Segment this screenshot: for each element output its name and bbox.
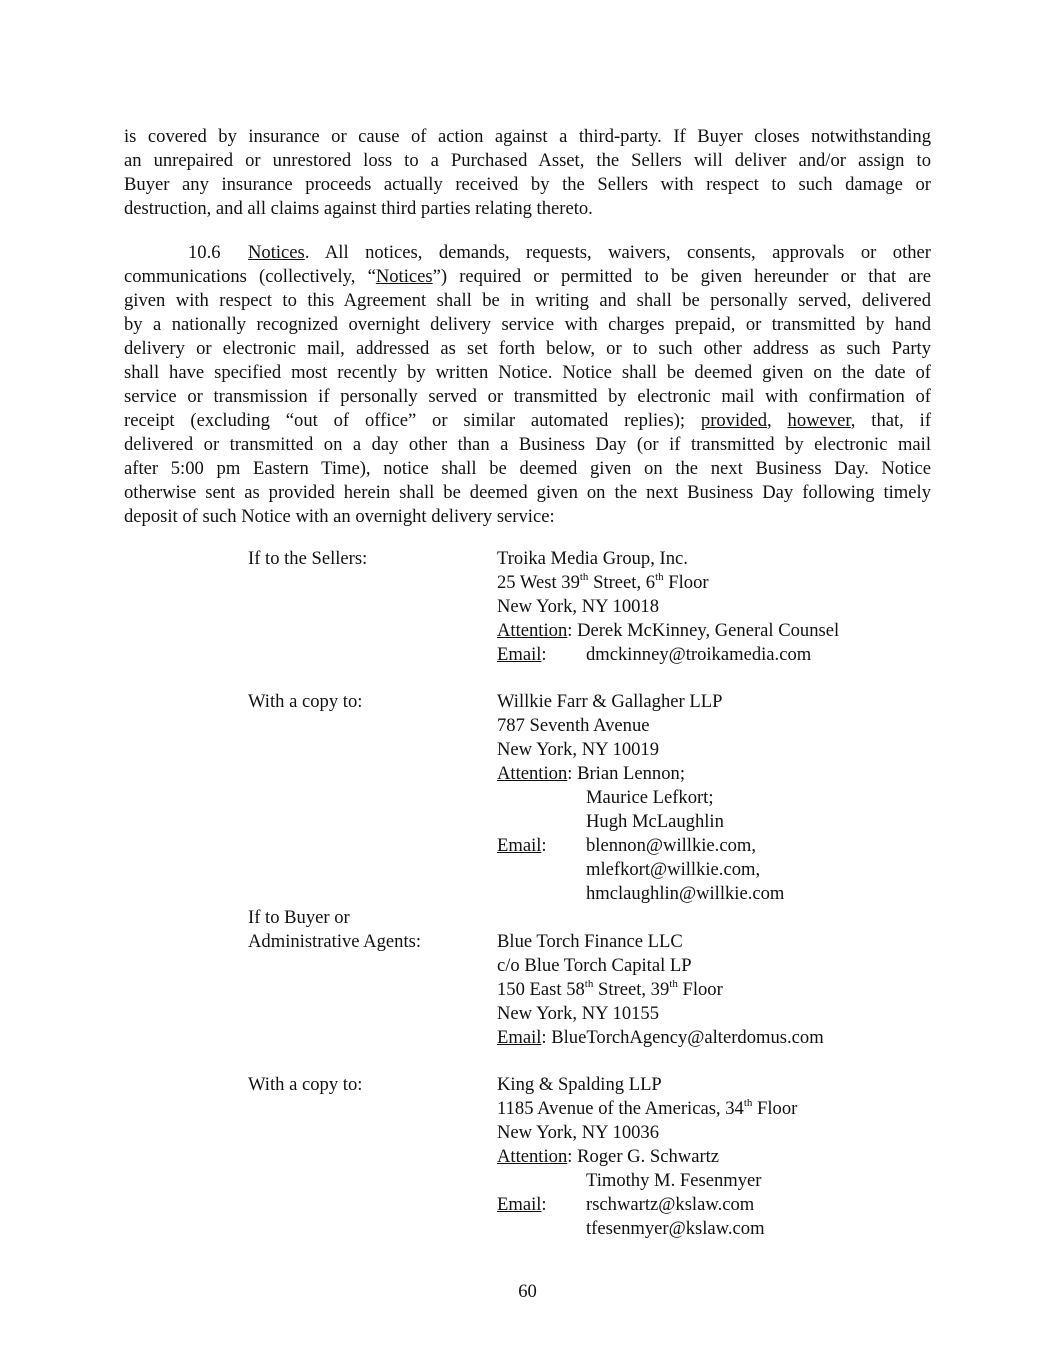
sellers-copy-address bbox=[248, 690, 948, 906]
email-label: Email: bbox=[497, 644, 547, 665]
email-address[interactable]: tfesenmyer@kslaw.com bbox=[586, 1218, 765, 1239]
attention-line: Attention: Derek McKinney, General Counsel bbox=[497, 620, 840, 641]
notice-addresses bbox=[248, 547, 948, 1241]
attention-line: Attention: Brian Lennon; bbox=[497, 763, 685, 784]
text-line: delivery or electronic mail, addressed as set forth below, or to such other address as such Party bbox=[124, 338, 931, 359]
copy-label: With a copy to: bbox=[248, 691, 363, 712]
text-line: Buyer any insurance proceeds actually received by the Sellers with respect to such damage or bbox=[124, 174, 931, 195]
email-address[interactable]: hmclaughlin@willkie.com bbox=[586, 883, 785, 904]
attention-name: Timothy M. Fesenmyer bbox=[586, 1170, 762, 1191]
street-address: 787 Seventh Avenue bbox=[497, 715, 650, 736]
email-address[interactable]: mlefkort@willkie.com, bbox=[586, 859, 761, 880]
street-address: 1185 Avenue of the Americas, 34th Floor bbox=[497, 1096, 798, 1119]
text-line: otherwise sent as provided herein shall be deemed given on the next Business Day following timely bbox=[124, 482, 931, 503]
email-label: Email: bbox=[497, 835, 547, 856]
text-line: communications (collectively, “Notices”) required or permitted to be given hereunder or that are bbox=[124, 266, 931, 287]
email-line[interactable]: Email: BlueTorchAgency@alterdomus.com bbox=[497, 1027, 824, 1048]
text-line: an unrepaired or unrestored loss to a Purchased Asset, the Sellers will deliver and/or assign to bbox=[124, 150, 931, 171]
care-of-line: c/o Blue Torch Capital LP bbox=[497, 955, 692, 976]
buyer-copy-address bbox=[248, 1073, 948, 1241]
city-line: New York, NY 10019 bbox=[497, 739, 660, 760]
section-number: 10.6 bbox=[188, 242, 221, 263]
city-line: New York, NY 10036 bbox=[497, 1122, 660, 1143]
defined-term: Notices bbox=[375, 266, 433, 287]
copy-label: With a copy to: bbox=[248, 1074, 363, 1095]
however-term: however bbox=[787, 410, 851, 431]
email-address[interactable]: rschwartz@kslaw.com bbox=[586, 1194, 755, 1215]
buyer-label: If to Buyer or bbox=[248, 907, 350, 928]
provided-term: provided bbox=[700, 410, 768, 431]
city-line: New York, NY 10018 bbox=[497, 596, 660, 617]
text-line: destruction, and all claims against third parties relating thereto. bbox=[124, 198, 593, 219]
text-line: service or transmission if personally served or transmitted by electronic mail with confirmation of bbox=[124, 386, 931, 407]
email-address[interactable]: blennon@willkie.com, bbox=[586, 835, 756, 856]
text-line: given with respect to this Agreement shall be in writing and shall be personally served, delivered bbox=[124, 290, 931, 311]
text-line: 10.6 Notices. All notices, demands, requests, waivers, consents, approvals or other bbox=[188, 242, 931, 263]
attention-name: Hugh McLaughlin bbox=[586, 811, 724, 832]
text-line: receipt (excluding “out of office” or similar automated replies); provided, however, that, if bbox=[124, 410, 932, 431]
company-name: King & Spalding LLP bbox=[497, 1074, 662, 1095]
text-line: by a nationally recognized overnight delivery service with charges prepaid, or transmitted by hand bbox=[124, 314, 931, 335]
text-line: is covered by insurance or cause of action against a third-party. If Buyer closes notwithstanding bbox=[124, 126, 931, 147]
attention-line: Attention: Roger G. Schwartz bbox=[497, 1146, 720, 1167]
section-notices bbox=[124, 241, 931, 529]
street-address: 25 West 39th Street, 6th Floor bbox=[497, 570, 709, 593]
text-line: shall have specified most recently by written Notice. Notice shall be deemed given on the date of bbox=[124, 362, 931, 383]
sellers-address bbox=[248, 547, 948, 667]
company-name: Troika Media Group, Inc. bbox=[497, 548, 688, 569]
street-address: 150 East 58th Street, 39th Floor bbox=[497, 977, 723, 1000]
email-address[interactable]: dmckinney@troikamedia.com bbox=[586, 644, 812, 665]
sellers-label: If to the Sellers: bbox=[248, 548, 368, 569]
page-number: 60 bbox=[518, 1281, 537, 1302]
text-line: after 5:00 pm Eastern Time), notice shall be deemed given on the next Business Day. Notice bbox=[124, 458, 931, 479]
company-name: Blue Torch Finance LLC bbox=[497, 931, 683, 952]
buyer-label: Administrative Agents: bbox=[248, 931, 422, 952]
attention-name: Maurice Lefkort; bbox=[586, 787, 714, 808]
email-label: Email: bbox=[497, 1194, 547, 1215]
text-line: delivered or transmitted on a day other than a Business Day (or if transmitted by electronic mail bbox=[124, 434, 931, 455]
city-line: New York, NY 10155 bbox=[497, 1003, 660, 1024]
text-line: deposit of such Notice with an overnight delivery service: bbox=[124, 506, 555, 527]
section-heading: Notices bbox=[248, 242, 305, 263]
paragraph-insurance bbox=[124, 125, 931, 221]
company-name: Willkie Farr & Gallagher LLP bbox=[497, 691, 723, 712]
buyer-address bbox=[248, 906, 948, 1050]
